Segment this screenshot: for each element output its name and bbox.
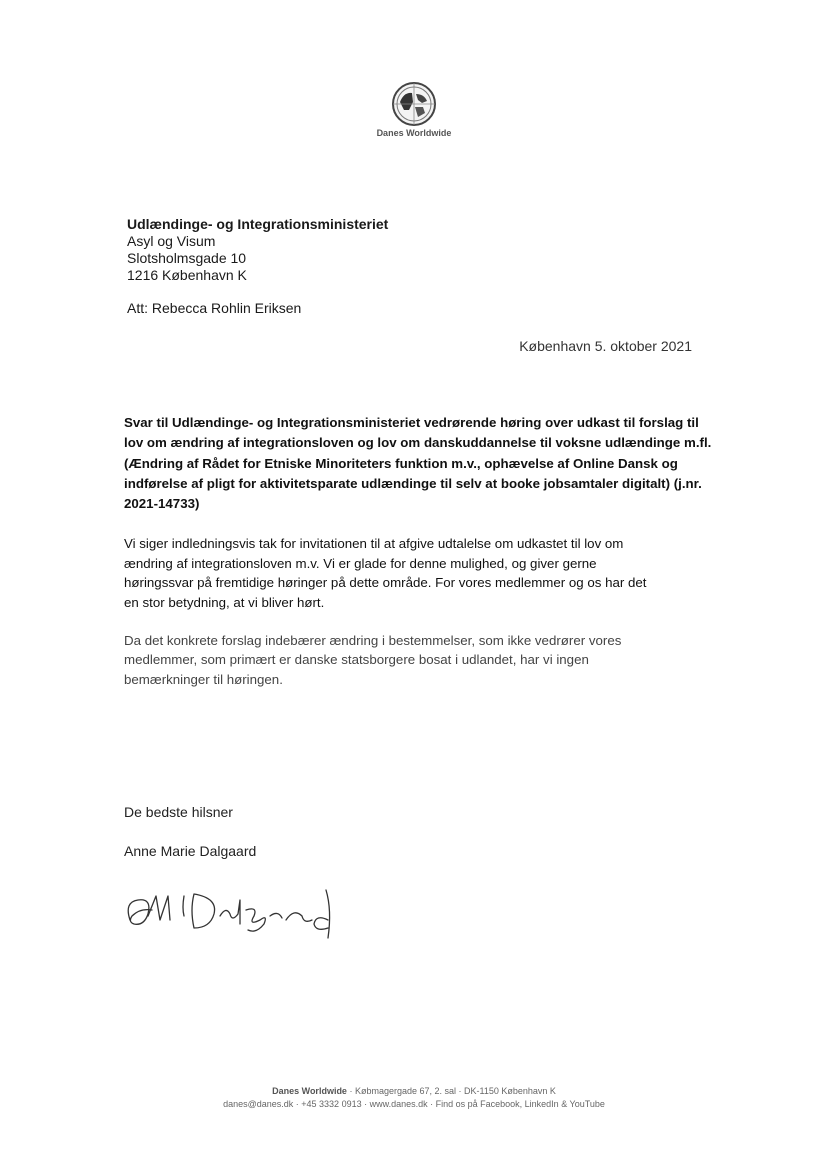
signer-name: Anne Marie Dalgaard — [124, 843, 257, 859]
letter-subject: Svar til Udlændinge- og Integrationsministeriet vedrørende høring over udkast til forslag til lov om ændring af integrationsloven og lov om danskuddannelse til voksne udlændinge m.fl. (Ændring af Rådet for Etniske Minoriteters funktion m.v., ophævelse af Online Dansk og indførelse af pligt for aktivitetsparate udlændinge til selv at booke jobsamtaler digitalt) (j.nr. 2021-14733) — [124, 415, 712, 512]
handwritten-signature — [118, 880, 358, 950]
body-paragraph-1: Vi siger indledningsvis tak for invitationen til at afgive udtalelse om udkastet til lov om ændring af integrationsloven m.v. Vi er glade for denne mulighed, og giver gerne høringssvar på fremtidige høringer på dette område. For vores medlemmer og os har det en stor betydning, at vi bliver hørt. — [124, 536, 647, 610]
footer-org: Danes Worldwide — [272, 1086, 347, 1096]
logo-org-name: Danes Worldwide — [376, 128, 452, 138]
footer-address: · Købmagergade 67, 2. sal · DK-1150 København K — [346, 1086, 556, 1096]
letter-footer — [150, 1085, 678, 1111]
recipient-line: Asyl og Visum — [127, 233, 216, 249]
closing-regards: De bedste hilsner — [124, 804, 233, 820]
globe-logo-icon — [390, 80, 438, 128]
footer-contact: danes@danes.dk · +45 3332 0913 · www.danes.dk · Find os på Facebook, LinkedIn & YouTube — [223, 1099, 605, 1109]
attention-line: Att: Rebecca Rohlin Eriksen — [127, 300, 302, 316]
letter-date: København 5. oktober 2021 — [519, 338, 692, 354]
body-paragraph-2: Da det konkrete forslag indebærer ændring i bestemmelser, som ikke vedrører vores medlemmer, som primært er danske statsborgere bosat i udlandet, har vi ingen bemærkninger til høringen. — [124, 633, 622, 687]
recipient-line: 1216 København K — [127, 267, 247, 283]
footer-address-line — [150, 1085, 678, 1098]
recipient-address — [127, 216, 388, 284]
recipient-line: Slotsholmsgade 10 — [127, 250, 247, 266]
recipient-line: Udlændinge- og Integrationsministeriet — [127, 216, 389, 232]
